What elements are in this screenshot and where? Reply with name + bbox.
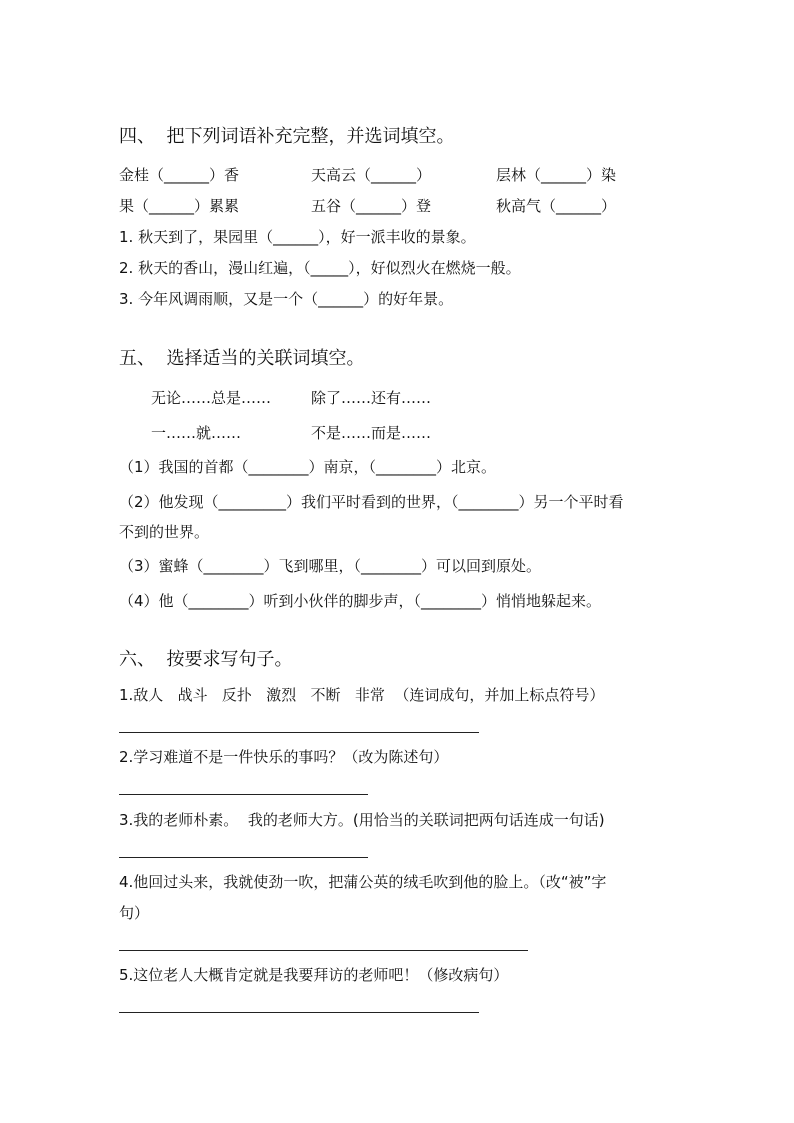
fill-question-2: 2. 秋天的香山，漫山红遍，（_____），好似烈火在燃烧一般。 bbox=[119, 259, 521, 277]
answer-line bbox=[119, 950, 528, 951]
idiom-item: 天高云（______） bbox=[311, 166, 432, 184]
sentence-question-5: 5.这位老人大概肯定就是我要拜访的老师吧！（修改病句） bbox=[119, 966, 509, 984]
conjunction-option: 除了……还有…… bbox=[311, 389, 432, 407]
answer-line bbox=[119, 732, 479, 733]
conjunction-option: 一……就…… bbox=[151, 424, 242, 442]
answer-line bbox=[119, 794, 368, 795]
conjunction-question-2-cont: 不到的世界。 bbox=[119, 523, 210, 541]
conjunction-question-1: （1）我国的首都（________）南京，（________）北京。 bbox=[119, 458, 497, 476]
answer-line bbox=[119, 1012, 479, 1013]
idiom-item: 秋高气（______） bbox=[496, 197, 617, 215]
sentence-question-4-cont: 句） bbox=[119, 904, 150, 922]
sentence-question-2: 2.学习难道不是一件快乐的事吗？（改为陈述句） bbox=[119, 748, 449, 766]
section-5-heading: 五、 选择适当的关联词填空。 bbox=[119, 348, 365, 369]
conjunction-option: 无论……总是…… bbox=[151, 389, 272, 407]
fill-question-3: 3. 今年风调雨顺，又是一个（______）的好年景。 bbox=[119, 290, 454, 308]
conjunction-option: 不是……而是…… bbox=[311, 424, 432, 442]
section-4-heading: 四、 把下列词语补充完整，并选词填空。 bbox=[119, 126, 455, 147]
fill-question-1: 1. 秋天到了，果园里（______），好一派丰收的景象。 bbox=[119, 228, 476, 246]
sentence-question-1: 1.敌人 战斗 反扑 激烈 不断 非常 （连词成句，并加上标点符号） bbox=[119, 686, 605, 704]
answer-line bbox=[119, 857, 368, 858]
idiom-item: 五谷（______）登 bbox=[311, 197, 432, 215]
section-6-heading: 六、 按要求写句子。 bbox=[119, 649, 293, 670]
idiom-item: 层林（______）染 bbox=[496, 166, 617, 184]
conjunction-question-3: （3）蜜蜂（________）飞到哪里，（________）可以回到原处。 bbox=[119, 557, 542, 575]
conjunction-question-4: （4）他（________）听到小伙伴的脚步声，（________）悄悄地躲起来。 bbox=[119, 592, 602, 610]
idiom-item: 果（______）累累 bbox=[119, 197, 240, 215]
sentence-question-3: 3.我的老师朴素。 我的老师大方。(用恰当的关联词把两句话连成一句话) bbox=[119, 811, 605, 829]
conjunction-question-2: （2）他发现（_________）我们平时看到的世界，（________）另一个平时看 bbox=[119, 493, 624, 511]
idiom-item: 金桂（______）香 bbox=[119, 166, 240, 184]
sentence-question-4: 4.他回过头来，我就使劲一吹，把蒲公英的绒毛吹到他的脸上。（改“被”字 bbox=[119, 873, 607, 891]
